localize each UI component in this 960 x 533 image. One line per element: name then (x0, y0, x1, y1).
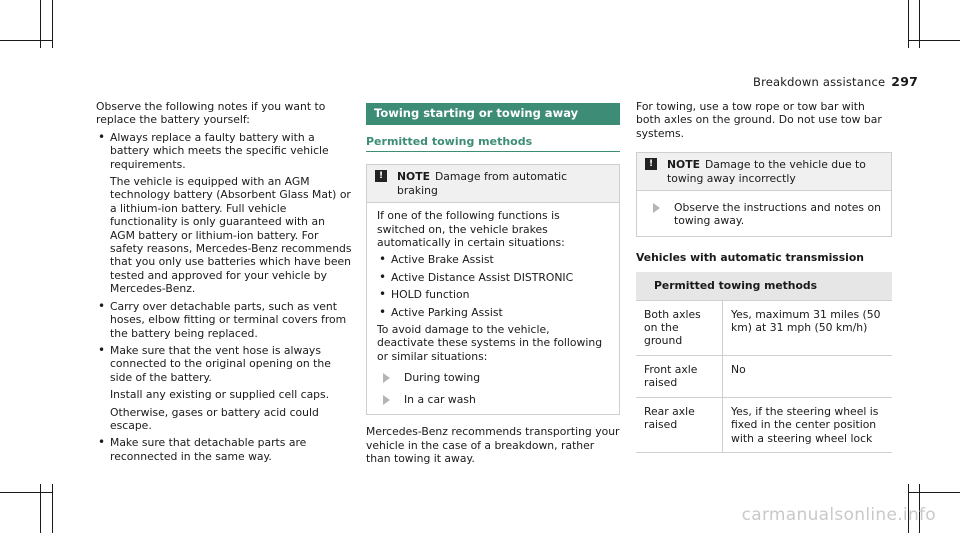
list-item: • Active Distance Assist DISTRONIC (377, 271, 609, 284)
note-box (636, 152, 892, 237)
subheading: Vehicles with automatic transmission (636, 250, 864, 264)
arrow-right-icon (383, 395, 390, 405)
table-cell: No (723, 355, 893, 397)
list-item: • Active Parking Assist (377, 306, 609, 319)
table-cell: Rear axle raised (636, 397, 723, 452)
intro-text: Observe the following notes if you want to replace the battery yourself: (96, 100, 326, 127)
note-label: NOTE (667, 158, 700, 172)
table-cell: Front axle raised (636, 355, 723, 397)
list-item: • HOLD function (377, 288, 609, 301)
column-left (96, 100, 352, 467)
note-body (367, 203, 619, 414)
watermark: carmanualsonline.info (741, 505, 936, 525)
towing-methods-table (636, 272, 892, 453)
section-name: Breakdown assistance (753, 75, 886, 89)
list-item (96, 300, 352, 340)
note-text: If one of the following functions is switched on, the vehicle brakes automatically in certain situations: (377, 209, 565, 250)
arrow-right-icon (383, 373, 390, 383)
warning-icon: ! (645, 158, 657, 170)
table-cell: Yes, maximum 31 miles (50 km) at 31 mph (50 km/h) (723, 300, 893, 355)
list-item-detail: Otherwise, gases or battery acid could escape. (110, 405, 319, 432)
subsection-title: Permitted towing methods (366, 135, 620, 152)
list-item: • Active Brake Assist (377, 253, 609, 266)
intro-text: For towing, use a tow rope or tow bar with both axles on the ground. Do not use tow bar systems. (636, 100, 882, 140)
crop-mark (0, 492, 52, 493)
action-item (647, 201, 881, 228)
recommendation-text: Mercedes-Benz recommends transporting your vehicle in the case of a breakdown, rather than towing it away. (366, 425, 620, 465)
crop-mark (52, 0, 53, 48)
table-cell: Both axles on the ground (636, 300, 723, 355)
table-cell: Yes, if the steering wheel is fixed in the center position with a steering wheel lock (723, 397, 893, 452)
list-item-detail: Install any existing or supplied cell caps. (110, 388, 330, 402)
note-header (367, 165, 619, 203)
table-row (636, 300, 892, 355)
crop-mark (40, 484, 41, 533)
note-header (637, 153, 891, 191)
warning-icon: ! (375, 170, 387, 182)
table-header: Permitted towing methods (636, 272, 892, 300)
list-item (96, 436, 352, 463)
list-item (96, 344, 352, 432)
battery-notes-list (96, 131, 352, 463)
page-header (738, 74, 918, 89)
column-right (636, 100, 892, 453)
list-item-text: • Make sure that the vent hose is always connected to the original opening on the side of the battery. (110, 343, 331, 384)
crop-mark (908, 492, 960, 493)
note-avoid-text: To avoid damage to the vehicle, deactivate these systems in the following or similar situations: (377, 323, 603, 363)
function-list (377, 253, 609, 319)
action-text: Observe the instructions and notes on towing away. (674, 201, 881, 228)
action-text: During towing (404, 371, 481, 385)
crop-mark (0, 40, 52, 41)
table-row (636, 355, 892, 397)
list-item-text: • Make sure that detachable parts are reconnected in the same way. (110, 436, 307, 463)
arrow-right-icon (653, 203, 660, 213)
action-item (377, 393, 609, 406)
note-label: NOTE (397, 170, 430, 184)
table-row (636, 397, 892, 452)
column-middle (366, 103, 620, 465)
note-box (366, 164, 620, 415)
section-title-bar: Towing starting or towing away (366, 103, 620, 125)
list-item (96, 131, 352, 296)
crop-mark (908, 40, 960, 41)
list-item-text: • Carry over detachable parts, such as vent hoses, elbow fitting or terminal covers from the battery being replaced. (110, 299, 347, 340)
page-number: 297 (891, 74, 918, 89)
action-text: In a car wash (404, 392, 476, 406)
list-item-text: • Always replace a faulty battery with a battery which meets the specific vehicle requirements. (110, 130, 329, 171)
action-item (377, 371, 609, 384)
note-title: Damage to the vehicle due to towing away incorrectly (667, 158, 866, 185)
note-body (637, 191, 891, 236)
note-title: Damage from automatic braking (397, 170, 568, 197)
crop-mark (52, 484, 53, 533)
list-item-detail: The vehicle is equipped with an AGM technology battery (Absorbent Glass Mat) or a lithium-ion battery. Full vehicle functionality is only guaranteed with an AGM battery or lithium-ion battery. For safety reasons, Mercedes-Benz recommends that you only use batteries which have been tested and approved for your vehicle by Mercedes-Benz. (110, 175, 352, 296)
